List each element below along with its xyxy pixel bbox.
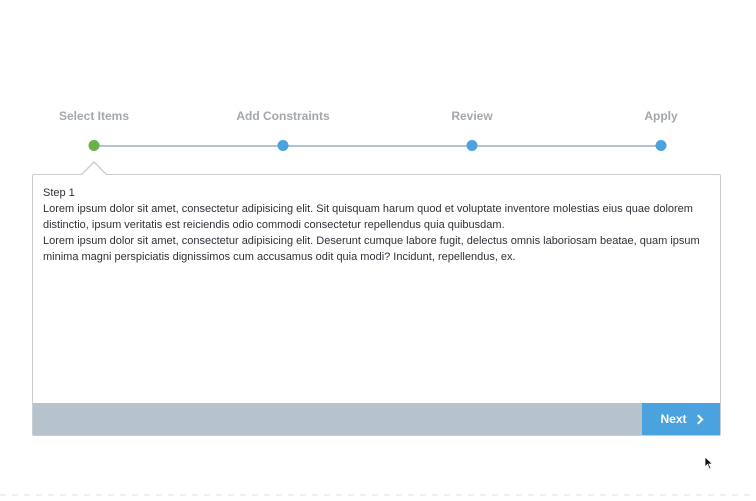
step-label-select-items[interactable]: Select Items — [58, 109, 130, 123]
step-content — [33, 175, 720, 265]
bottom-divider — [0, 494, 756, 496]
panel-pointer-fill — [81, 163, 107, 176]
step-connector — [94, 145, 283, 147]
next-button[interactable] — [642, 403, 720, 435]
step-paragraph: Lorem ipsum dolor sit amet, consectetur adipisicing elit. Deserunt cumque labore fugit, delectus omnis laboriosam beatae, quam ipsum minima magni perspiciatis dignissimos cum accusamus odit quia modi? Incidunt, repellendus, ex. — [43, 235, 700, 263]
mouse-cursor-icon — [704, 456, 714, 470]
step-paragraph: Lorem ipsum dolor sit amet, consectetur adipisicing elit. Sit quisquam harum quod et voluptate inventore molestias eius quae dolorem distinctio, ipsum veritatis est reiciendis odio commodi consectetur repellendus quia quibusdam. — [43, 203, 693, 231]
step-label-apply[interactable]: Apply — [644, 109, 678, 123]
step-panel — [32, 174, 721, 436]
next-button-label: Next — [660, 412, 687, 426]
step-dot-add-constraints[interactable] — [278, 140, 289, 151]
step-dot-apply[interactable] — [656, 140, 667, 151]
step-dot-select-items[interactable] — [89, 140, 100, 151]
step-connector — [472, 145, 661, 147]
panel-footer — [33, 403, 720, 435]
step-connector — [283, 145, 472, 147]
stepper — [0, 0, 756, 160]
step-label-add-constraints[interactable]: Add Constraints — [236, 109, 330, 123]
step-label-review[interactable]: Review — [451, 109, 493, 123]
step-heading: Step 1 — [43, 187, 75, 199]
chevron-right-icon — [693, 415, 703, 425]
step-dot-review[interactable] — [467, 140, 478, 151]
